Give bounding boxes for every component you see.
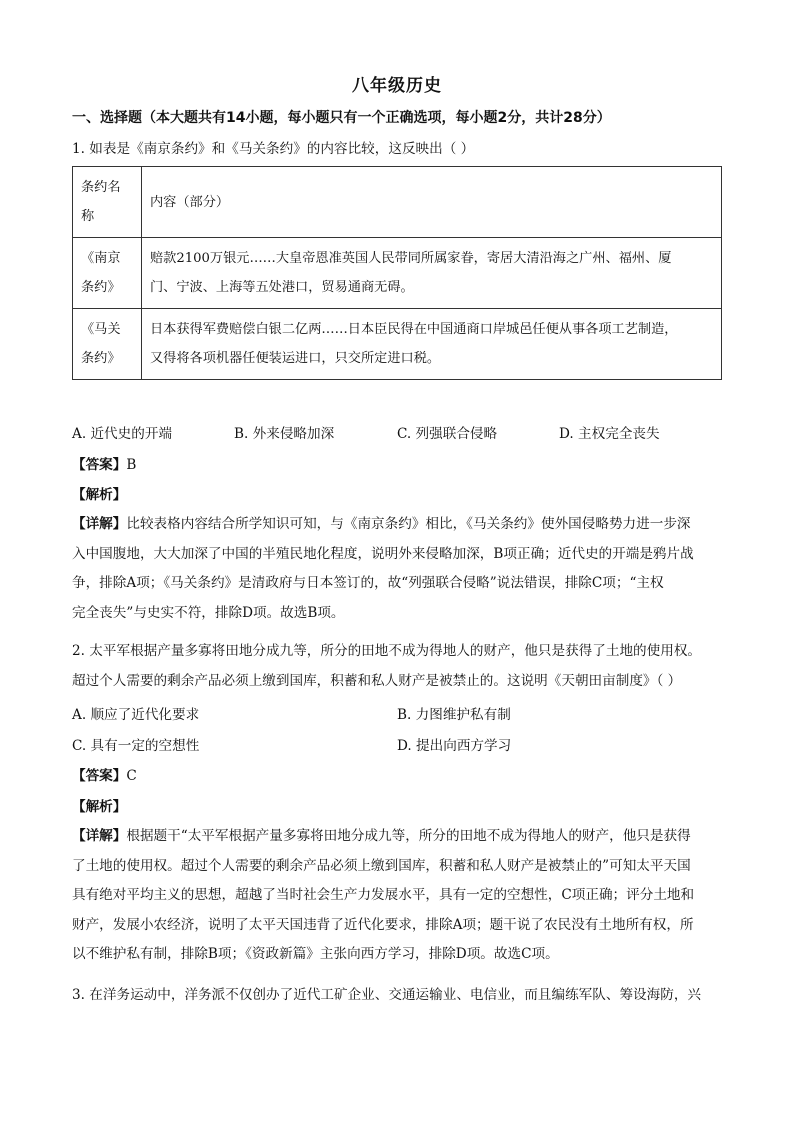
option-c: C. 列强联合侵略 [397, 426, 498, 442]
question-2-answer: 【答案】C [72, 768, 137, 784]
option-b: B. 力图维护私有制 [397, 707, 511, 723]
table-row [73, 167, 722, 238]
question-2-stem: 2. 太平军根据产量多寡将田地分成九等，所分的田地不成为得地人的财产，他只是获得了土地的使用权。 超过个人需要的剩余产品必须上缴到国库，积蓄和私人财产是被禁止的。这说明《天朝田亩制度》（ ） [72, 643, 702, 689]
option-a: A. 近代史的开端 [72, 426, 173, 442]
page-title: 八年级历史 [352, 76, 442, 96]
option-d: D. 提出向西方学习 [397, 738, 512, 754]
table-cell: 《马关 条约》 [73, 309, 142, 380]
table-header-cell: 内容（部分） [142, 167, 722, 238]
table-row [73, 309, 722, 380]
question-1-analysis-heading: 【解析】 [72, 487, 127, 503]
table-row [73, 238, 722, 309]
question-3-stem: 3. 在洋务运动中，洋务派不仅创办了近代工矿企业、交通运输业、电信业，而且编练军队、筹设海防，兴 [72, 987, 702, 1003]
question-2-analysis-heading: 【解析】 [72, 799, 127, 815]
table-header-cell: 条约名 称 [73, 167, 142, 238]
option-c: C. 具有一定的空想性 [72, 738, 200, 754]
question-2-explanation: 【详解】根据题干“太平军根据产量多寡将田地分成九等，所分的田地不成为得地人的财产，他只是获得 了土地的使用权。超过个人需要的剩余产品必须上缴到国库，积蓄和私人财产是被禁止的”可知太平天国 具有绝对平均主义的思想，超越了当时社会生产力发展水平，具有一定的空想性，C项正确；评分土地和 财产，发展小农经济，说明了太平天国违背了近代化要求，排除A项；题干说了农民没有土地所有权，所 以不维护私有制，排除B项；《资政新篇》主张向西方学习，排除D项。故选C项。 [72, 828, 695, 962]
treaty-comparison-table [72, 166, 722, 380]
section-heading: 一、选择题（本大题共有14小题，每小题只有一个正确选项，每小题2分，共计28分） [72, 110, 611, 126]
table-cell: 赔款2100万银元……大皇帝恩准英国人民带同所属家眷，寄居大清沿海之广州、福州、厦 门、宁波、上海等五处港口，贸易通商无碍。 [142, 238, 722, 309]
table-cell: 《南京 条约》 [73, 238, 142, 309]
question-1-answer: 【答案】B [72, 457, 137, 473]
table-cell: 日本获得军费赔偿白银二亿两……日本臣民得在中国通商口岸城邑任便从事各项工艺制造， 又得将各项机器任便装运进口，只交所定进口税。 [142, 309, 722, 380]
option-b: B. 外来侵略加深 [234, 426, 335, 442]
question-1-explanation: 【详解】比较表格内容结合所学知识可知，与《南京条约》相比，《马关条约》使外国侵略势力进一步深 入中国腹地，大大加深了中国的半殖民地化程度，说明外来侵略加深，B项正确；近代史的开端是鸦片战 争，排除A项；《马关条约》是清政府与日本签订的，故“列强联合侵略”说法错误，排除C项；“主权 完全丧失”与史实不符，排除D项。故选B项。 [72, 516, 694, 621]
option-d: D. 主权完全丧失 [559, 426, 660, 442]
option-a: A. 顺应了近代化要求 [72, 707, 200, 723]
question-1-stem: 1. 如表是《南京条约》和《马关条约》的内容比较，这反映出（ ） [72, 141, 475, 157]
